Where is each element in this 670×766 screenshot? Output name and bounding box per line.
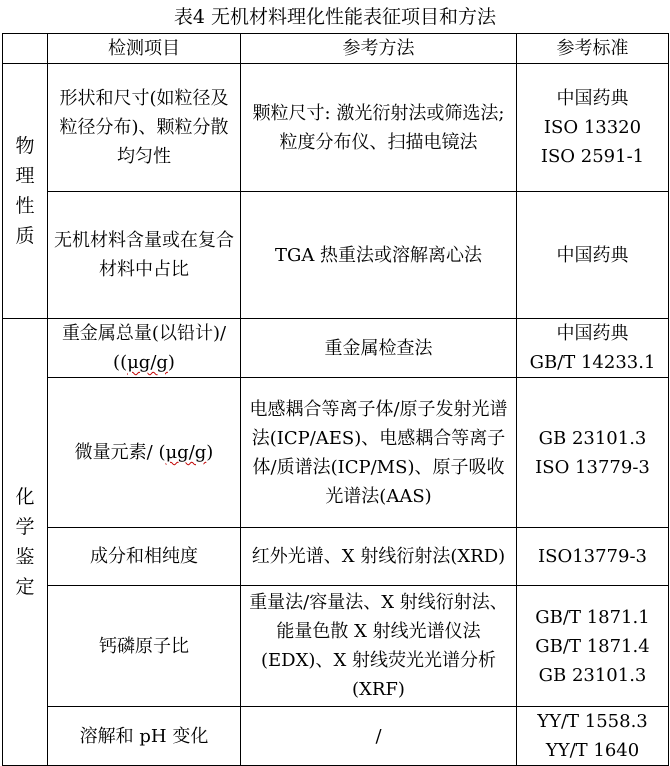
item-cell: 钙磷原子比	[48, 586, 241, 707]
table-row	[3, 528, 669, 586]
header-category	[3, 34, 48, 64]
characterization-table	[2, 33, 669, 766]
header-standard: 参考标准	[517, 34, 669, 64]
table-row	[3, 707, 669, 766]
table-row	[3, 192, 669, 319]
header-row	[3, 34, 669, 64]
standard-cell: 中国药典 GB/T 14233.1	[517, 319, 669, 378]
item-cell: 形状和尺寸(如粒径及粒径分布)、颗粒分散均匀性	[48, 64, 241, 192]
table-row	[3, 64, 669, 192]
table-row	[3, 378, 669, 528]
item-cell: 无机材料含量或在复合材料中占比	[48, 192, 241, 319]
method-cell: 电感耦合等离子体/原子发射光谱法(ICP/AES)、电感耦合等离子体/质谱法(ICP/MS)、原子吸收光谱法(AAS)	[241, 378, 517, 528]
table-caption: 表4 无机材料理化性能表征项目和方法	[173, 6, 497, 28]
standard-cell: ISO13779-3	[517, 528, 669, 586]
item-cell: 溶解和 pH 变化	[48, 707, 241, 766]
category-chemical: 化学鉴定	[3, 319, 48, 766]
standard-cell: GB 23101.3 ISO 13779-3	[517, 378, 669, 528]
standard-cell: GB/T 1871.1 GB/T 1871.4 GB 23101.3	[517, 586, 669, 707]
item-cell: 重金属总量(以铅计)/ ((μg/g)	[48, 319, 241, 378]
table-row	[3, 319, 669, 378]
method-cell: 颗粒尺寸: 激光衍射法或筛选法; 粒度分布仪、扫描电镜法	[241, 64, 517, 192]
table-row	[3, 586, 669, 707]
method-cell: 红外光谱、X 射线衍射法(XRD)	[241, 528, 517, 586]
method-cell: /	[241, 707, 517, 766]
method-cell: 重金属检查法	[241, 319, 517, 378]
standard-cell: 中国药典 ISO 13320 ISO 2591-1	[517, 64, 669, 192]
method-cell: TGA 热重法或溶解离心法	[241, 192, 517, 319]
item-cell: 成分和相纯度	[48, 528, 241, 586]
category-physical: 物理性质	[3, 64, 48, 319]
method-cell: 重量法/容量法、X 射线衍射法、能量色散 X 射线光谱仪法(EDX)、X 射线荧光光谱分析(XRF)	[241, 586, 517, 707]
item-cell: 微量元素/ (μg/g)	[48, 378, 241, 528]
standard-cell: 中国药典	[517, 192, 669, 319]
header-item: 检测项目	[48, 34, 241, 64]
standard-cell: YY/T 1558.3 YY/T 1640	[517, 707, 669, 766]
header-method: 参考方法	[241, 34, 517, 64]
